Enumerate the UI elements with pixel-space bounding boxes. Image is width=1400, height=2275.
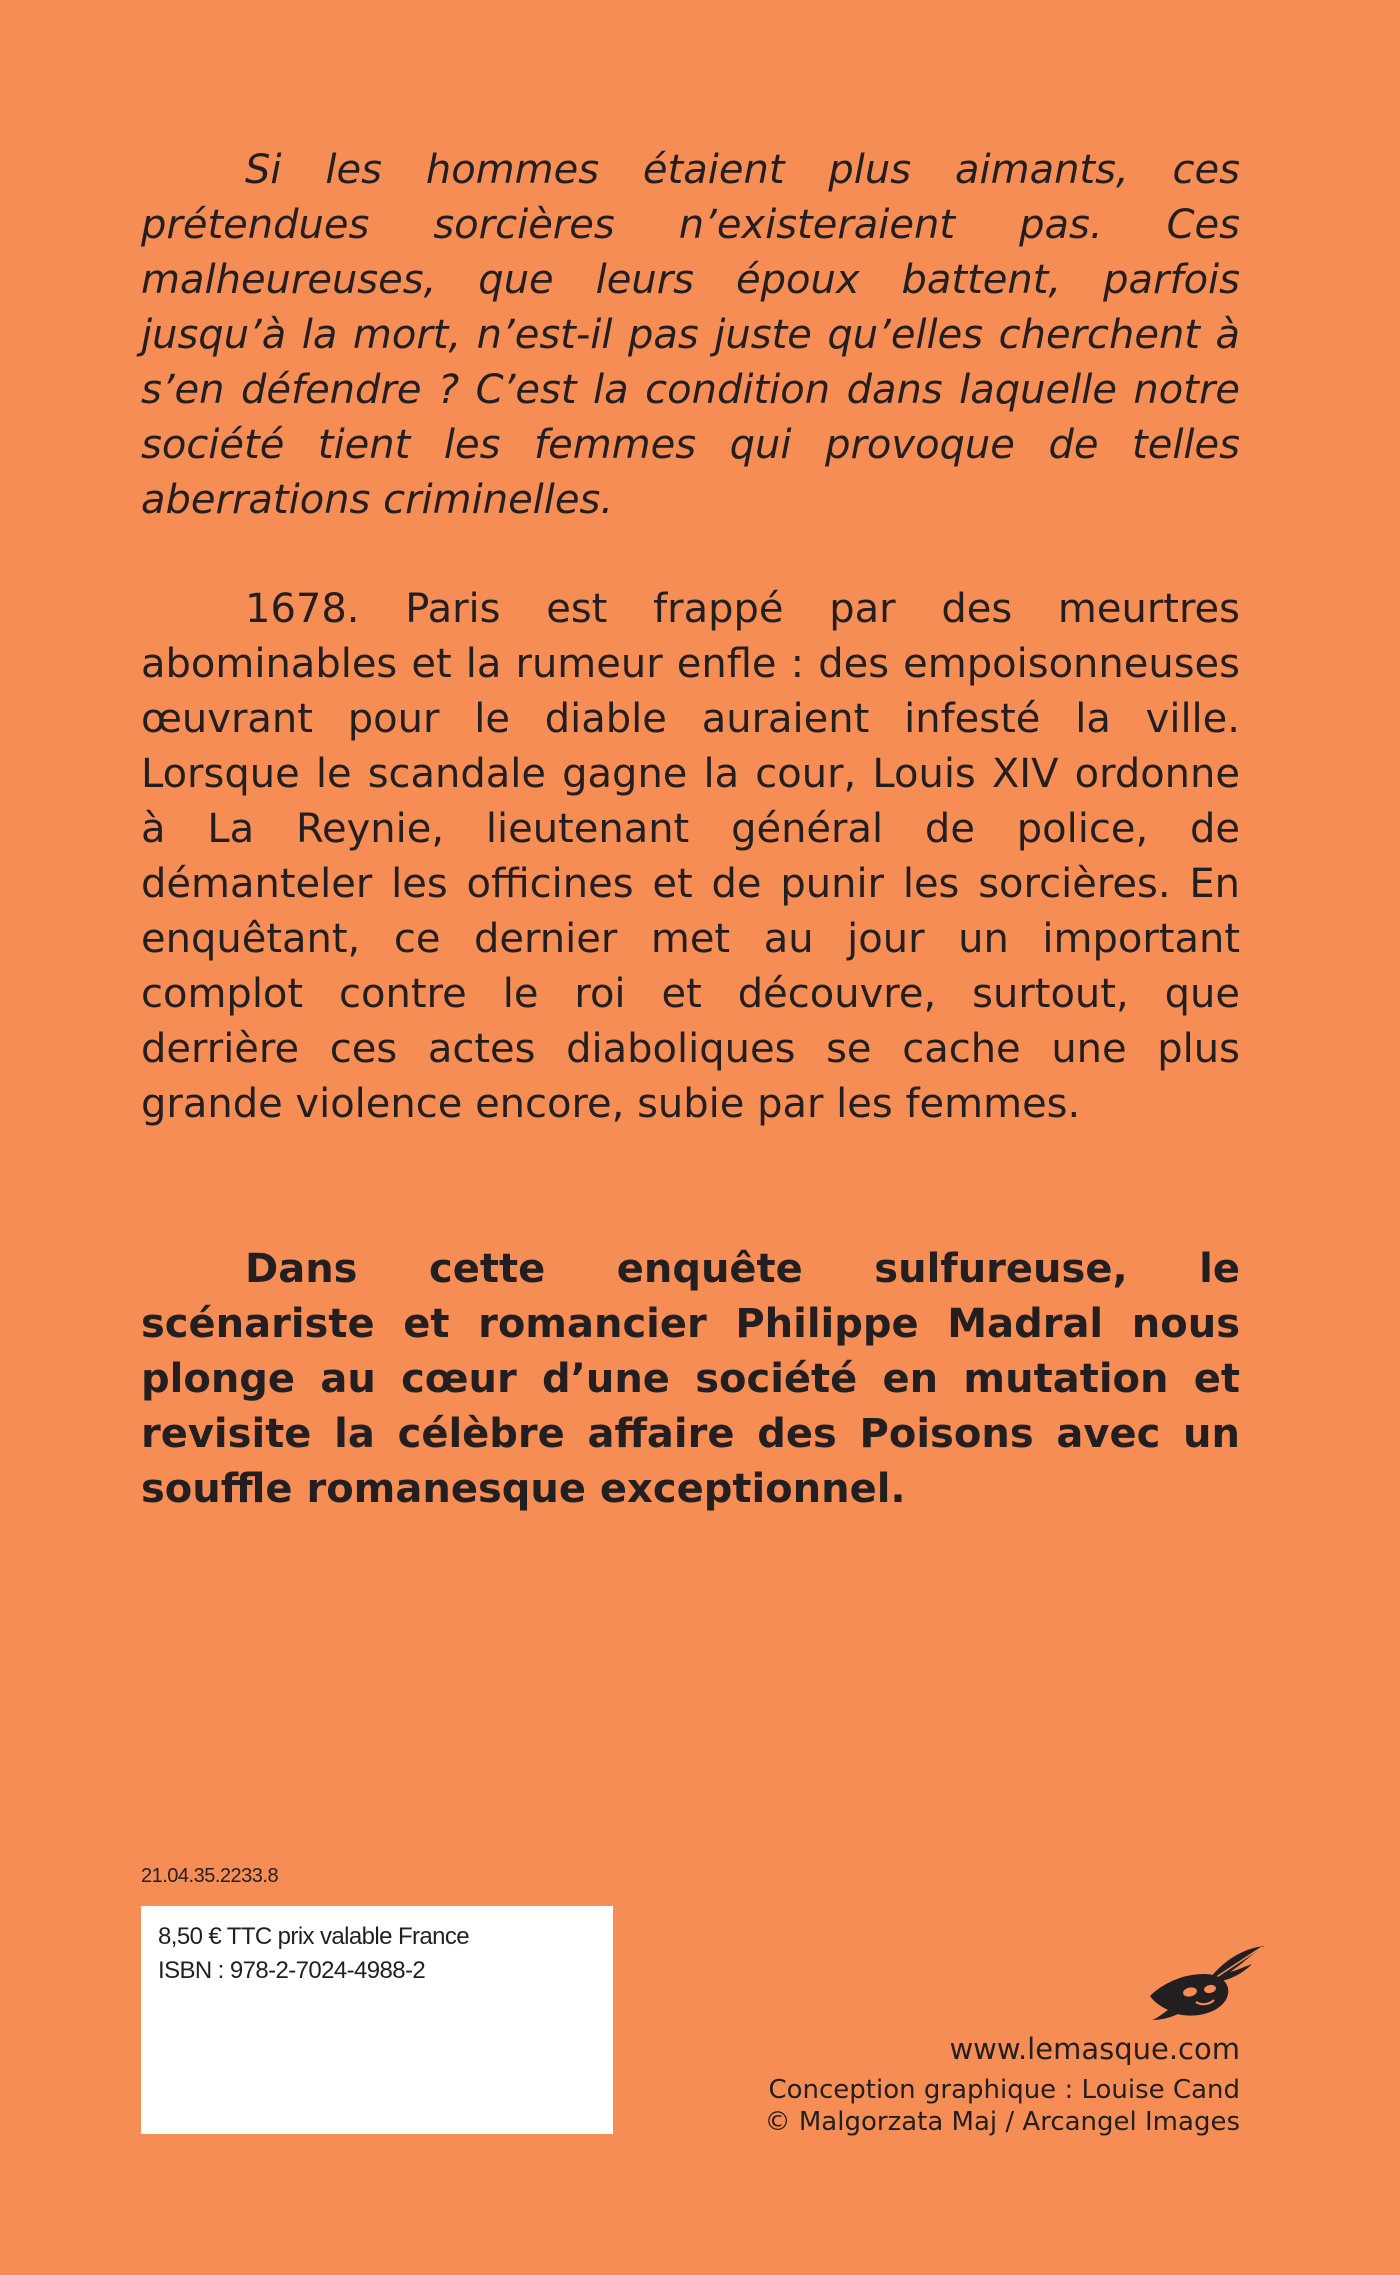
price-isbn-box bbox=[141, 1906, 613, 2134]
print-code: 21.04.35.2233.8 bbox=[141, 1865, 279, 1887]
photo-credit: © Malgorzata Maj / Arcangel Images bbox=[764, 2107, 1240, 2137]
back-cover-pitch: Dans cette enquête sulfureuse, le scénariste et romancier Philippe Madral nous plonge au cœur d’une société en mutation et revisite la célèbre affaire des Poisons avec un souffle romanesque exceptionnel. bbox=[141, 1246, 1240, 1512]
isbn-label: ISBN : 978-2-7024-4988-2 bbox=[158, 1957, 426, 1984]
back-cover-synopsis: 1678. Paris est frappé par des meurtres abominables et la rumeur enfle : des empoisonneuses œuvrant pour le diable auraient infesté la ville. Lorsque le scandale gagne la cour, Louis XIV ordonne à La Reynie, lieutenant général de police, de démanteler les officines et de punir les sorcières. En enquêtant, ce dernier met au jour un important complot contre le roi et découvre, surtout, que derrière ces actes diaboliques se cache une plus grande violence encore, subie par les femmes. bbox=[141, 586, 1240, 1127]
publisher-website-link[interactable]: www.lemasque.com bbox=[949, 2032, 1240, 2066]
design-credit: Conception graphique : Louise Cand bbox=[768, 2075, 1240, 2105]
price-label: 8,50 € TTC prix valable France bbox=[158, 1923, 470, 1950]
back-cover-quote: Si les hommes étaient plus aimants, ces prétendues sorcières n’existeraient pas. Ces malheureuses, que leurs époux battent, parfois jusqu’à la mort, n’est-il pas juste qu’elles cherchent à s’en défendre ? C’est la condition dans laquelle notre société tient les femmes qui provoque de telles aberrations criminelles. bbox=[141, 147, 1240, 523]
masque-quill-logo-icon bbox=[1148, 1944, 1266, 2022]
